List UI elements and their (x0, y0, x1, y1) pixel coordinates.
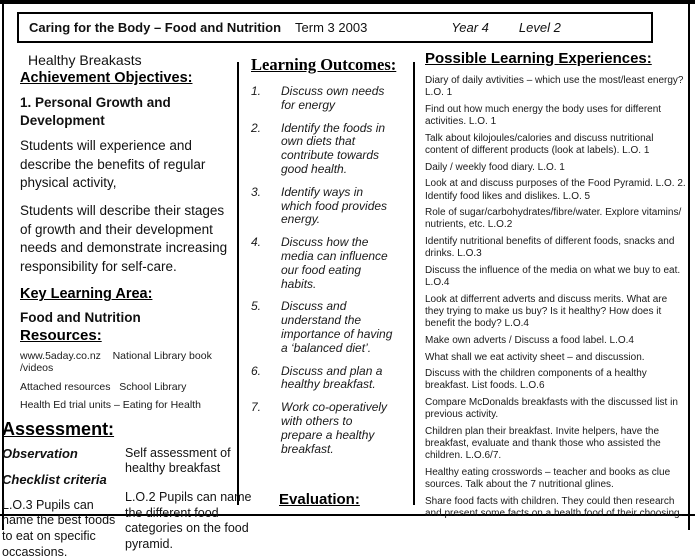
resource-line: www.5aday.co.nz National Library book /videos (20, 350, 215, 375)
learning-outcome-item (251, 401, 411, 456)
objective-paragraph: Students will experience and describe the benefits of regular physical activity, (20, 138, 206, 191)
assessment-self-note: Self assessment of healthy breakfast (125, 445, 231, 476)
column-divider-right (413, 62, 415, 505)
learning-outcome-item (251, 186, 411, 227)
outcome-text: Discuss and plan a healthy breakfast. (281, 363, 383, 392)
learning-experience-item: Share food facts with children. They could then research and present some facts on a health food of their choosing. (425, 495, 683, 520)
learning-experience-item: Compare McDonalds breakfasts with the discussed list in previous activity. (425, 397, 678, 421)
outcome-text: Discuss own needs for energy (281, 84, 385, 112)
assessment-note-lo2: L.O.2 Pupils can name the different food categories on the food pyramid. (125, 489, 252, 551)
learning-experience-item: Look at differrent adverts and discuss merits. What are they trying to make us buy? Is it healthy? How does it benefit the body? L.O.4 (425, 293, 668, 330)
left-column (2, 52, 252, 560)
header-bar (17, 12, 653, 43)
achievement-objectives-heading: Achievement Objectives: (20, 70, 193, 86)
page-top-border (0, 0, 695, 4)
outcome-number: 5. (251, 299, 262, 314)
assessment-method-label: Observation (2, 445, 78, 461)
learning-outcome-item (251, 300, 411, 355)
objective-paragraph: Students will describe their stages of growth and their development needs and demonstrate increasing responsibility for self-care. (20, 202, 228, 274)
resource-line: Attached resources School Library (20, 380, 187, 393)
page-right-border (688, 0, 690, 530)
learning-experience-item: Talk about kilojoules/calories and discuss nutritional content of different products (look at labels). L.O. 1 (425, 132, 654, 156)
learning-outcome-item (251, 85, 411, 113)
term-label: Term 3 2003 (295, 20, 368, 35)
assessment-method-label: Checklist criteria (2, 471, 107, 487)
resource-line: Health Ed trial units – Eating for Health (20, 399, 201, 412)
middle-column (251, 55, 411, 509)
right-column (425, 50, 688, 525)
learning-experience-item: Daily / weekly food diary. L.O. 1 (425, 161, 565, 173)
possible-learning-experiences-heading: Possible Learning Experiences: (425, 50, 652, 67)
assessment-detail-column (125, 446, 255, 560)
learning-experience-item: Make own adverts / Discuss a food label. L.O.4 (425, 334, 634, 346)
assessment-note-lo3: L.O.3 Pupils can name the best foods to eat on specific occassions. (2, 497, 116, 559)
outcome-text: Identify the foods in own diets that contribute towards good health. (281, 120, 386, 176)
learning-experiences-list (425, 75, 688, 520)
outcome-number: 3. (251, 184, 262, 199)
outcome-number: 7. (251, 400, 262, 415)
assessment-heading: Assessment: (2, 418, 115, 439)
assessment-section (2, 418, 252, 560)
learning-experience-item: Diary of daily avtivities – which use the most/least energy?L.O. 1 (425, 75, 684, 99)
outcome-number: 2. (251, 120, 262, 135)
objective-title: 1. Personal Growth and Development (20, 95, 171, 128)
outcome-number: 4. (251, 235, 262, 250)
outcome-number: 6. (251, 363, 262, 378)
outcome-text: Discuss and understand the importance of having a ‘balanced diet’. (281, 299, 393, 355)
learning-outcome-item (251, 122, 411, 177)
learning-experience-item: Discuss with the children components of a healthy breakfast. List foods. L.O.6 (425, 368, 647, 392)
learning-outcome-item (251, 236, 411, 291)
key-learning-area-value: Food and Nutrition (20, 310, 141, 326)
assessment-method-column (2, 446, 120, 560)
document-title: Caring for the Body – Food and Nutrition (29, 20, 282, 35)
learning-outcome-item (251, 365, 411, 393)
learning-experience-item: Children plan their breakfast. Invite helpers, have the breakfast, evaluate and thank those who assisted the children. L.O.6/7. (425, 426, 661, 462)
learning-experience-item: Look at and discuss purposes of the Food Pyramid. L.O. 2. Identify food likes and dislikes. L.O. 5 (425, 178, 686, 202)
learning-experience-item: Find out how much energy the body uses for different activities. L.O. 1 (425, 103, 662, 128)
year-label: Year 4 (451, 20, 489, 35)
learning-outcomes-list (251, 85, 411, 456)
column-divider-left (237, 62, 239, 505)
outcome-text: Discuss how the media can influence our food eating habits. (281, 235, 388, 291)
learning-outcomes-heading: Learning Outcomes: (251, 55, 397, 74)
resources-list (20, 351, 232, 411)
outcome-text: Identify ways in which food provides energy. (281, 184, 388, 227)
level-label: Level 2 (518, 20, 561, 35)
learning-experience-item: Role of sugar/carbohydrates/fibre/water. Explore vitamins/ nutrients, etc. L.O.2 (425, 207, 682, 231)
resources-heading: Resources: (20, 327, 102, 345)
learning-experience-item: What shall we eat activity sheet – and discussion. (425, 351, 645, 363)
learning-experience-item: Discuss the influence of the media on what we buy to eat. L.O.4 (425, 264, 681, 289)
unit-subtitle: Healthy Breakasts (28, 52, 142, 68)
evaluation-heading: Evaluation: (279, 491, 360, 509)
outcome-number: 1. (251, 84, 262, 98)
learning-experience-item: Identify nutritional benefits of different foods, snacks and drinks. L.O.3 (425, 236, 675, 260)
key-learning-area-heading: Key Learning Area: (20, 286, 153, 303)
learning-experience-item: Healthy eating crosswords – teacher and books as clue sources. Talk about the 7 nutritional glines. (425, 467, 671, 491)
outcome-text: Work co-operatively with others to prepare a healthy breakfast. (281, 400, 388, 456)
